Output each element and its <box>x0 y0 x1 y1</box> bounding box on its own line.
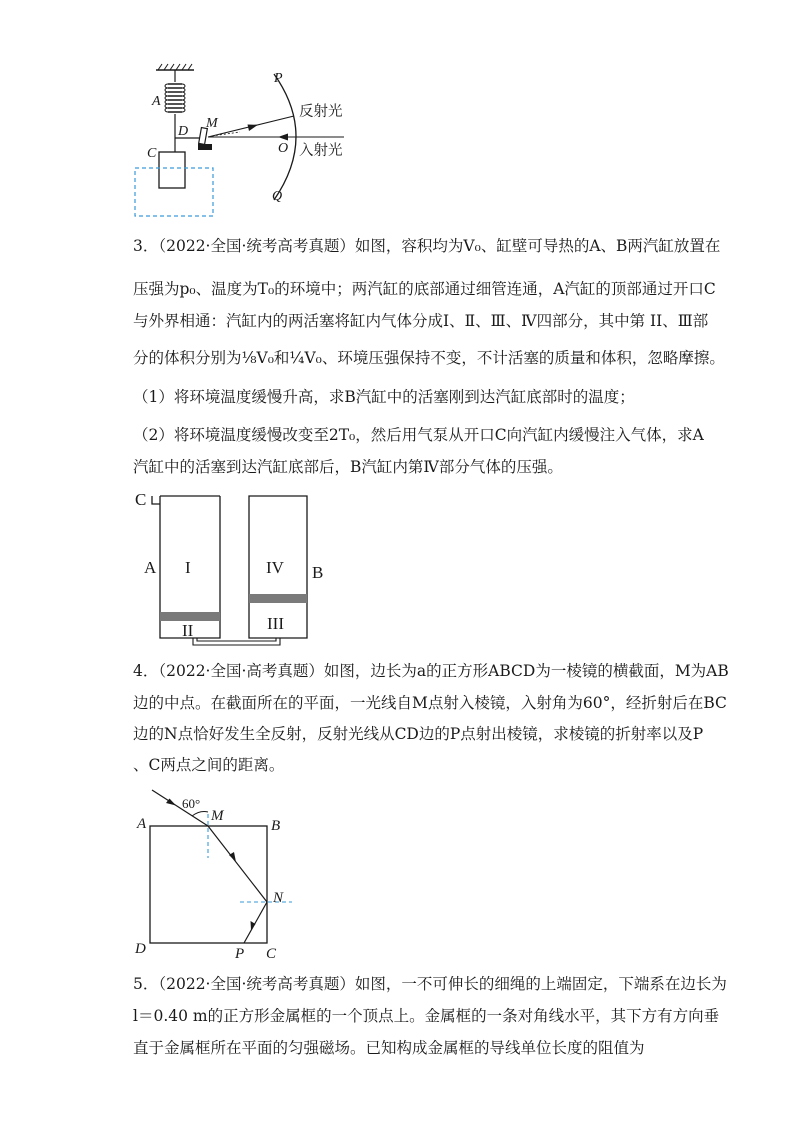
incident-light-label: 入射光 <box>299 143 343 159</box>
q4-line-4: 、C两点之间的距离。 <box>133 756 285 774</box>
label-N-point: N <box>273 890 284 906</box>
label-A-cylinder: A <box>144 558 157 577</box>
q3-line-1: 3．（2022·全国·统考高考真题）如图，容积均为V₀、缸壁可导热的A、B两汽缸放置在 <box>133 237 721 255</box>
label-part-IV: IV <box>266 558 284 577</box>
q3-line-3: 与外界相通：汽缸内的两活塞将缸内气体分成Ⅰ、Ⅱ、Ⅲ、Ⅳ四部分，其中第 II、Ⅲ部 <box>133 312 709 330</box>
label-D-corner: D <box>135 941 146 957</box>
label-Q: Q <box>272 189 283 204</box>
figure-mirror-apparatus <box>128 60 368 225</box>
label-O: O <box>278 141 289 156</box>
q5-line-2: l＝0.40 m的正方形金属框的一个顶点上。金属框的一条对角线水平，其下方有方向垂 <box>133 1007 720 1025</box>
label-B-cylinder: B <box>312 563 324 582</box>
label-part-I: I <box>185 558 191 577</box>
label-P-point: P <box>235 946 245 962</box>
q5-line-1: 5．（2022·全国·统考高考真题）如图，一不可伸长的细绳的上端固定，下端系在边长为 <box>133 975 727 993</box>
q3-line-7: 汽缸中的活塞到达汽缸底部后，B汽缸内第Ⅳ部分气体的压强。 <box>133 458 563 476</box>
q3-line-5: （1）将环境温度缓慢升高，求B汽缸中的活塞刚到达汽缸底部时的温度； <box>133 388 635 406</box>
q4-line-3: 边的N点恰好发生全反射，反射光线从CD边的P点射出棱镜，求棱镜的折射率以及P <box>133 725 704 743</box>
q3-line-2: 压强为p₀、温度为T₀的环境中；两汽缸的底部通过细管连通，A汽缸的顶部通过开口C <box>133 280 716 298</box>
label-C-opening: C <box>135 490 147 509</box>
q4-line-2: 边的中点。在截面所在的平面，一光线自M点射入棱镜，入射角为60°，经折射后在BC <box>133 694 727 712</box>
label-angle-60: 60° <box>182 796 201 811</box>
label-A-corner: A <box>137 816 147 832</box>
label-part-II: II <box>182 621 194 640</box>
label-P: P <box>274 71 283 86</box>
q4-line-1: 4．（2022·全国·高考真题）如图，边长为a的正方形ABCD为一棱镜的横截面，M为AB <box>133 662 729 680</box>
q3-line-6: （2）将环境温度缓慢改变至2T₀，然后用气泵从开口C向汽缸内缓慢注入气体，求A <box>133 426 704 444</box>
label-M-point: M <box>211 808 224 824</box>
reflected-light-label: 反射光 <box>299 104 343 120</box>
figure-two-cylinders <box>130 488 340 658</box>
figure-square-prism <box>130 780 300 960</box>
label-M: M <box>206 116 218 131</box>
label-C-corner: C <box>266 946 277 962</box>
q5-line-3: 直于金属框所在平面的匀强磁场。已知构成金属框的导线单位长度的阻值为 <box>133 1039 645 1057</box>
label-C: C <box>147 146 157 161</box>
label-D: D <box>178 124 189 139</box>
label-B-corner: B <box>271 818 281 834</box>
label-A: A <box>152 94 161 109</box>
q3-line-4: 分的体积分别为⅛V₀和¼V₀、环境压强保持不变，不计活塞的质量和体积，忽略摩擦。 <box>133 349 725 367</box>
label-part-III: III <box>267 614 284 633</box>
